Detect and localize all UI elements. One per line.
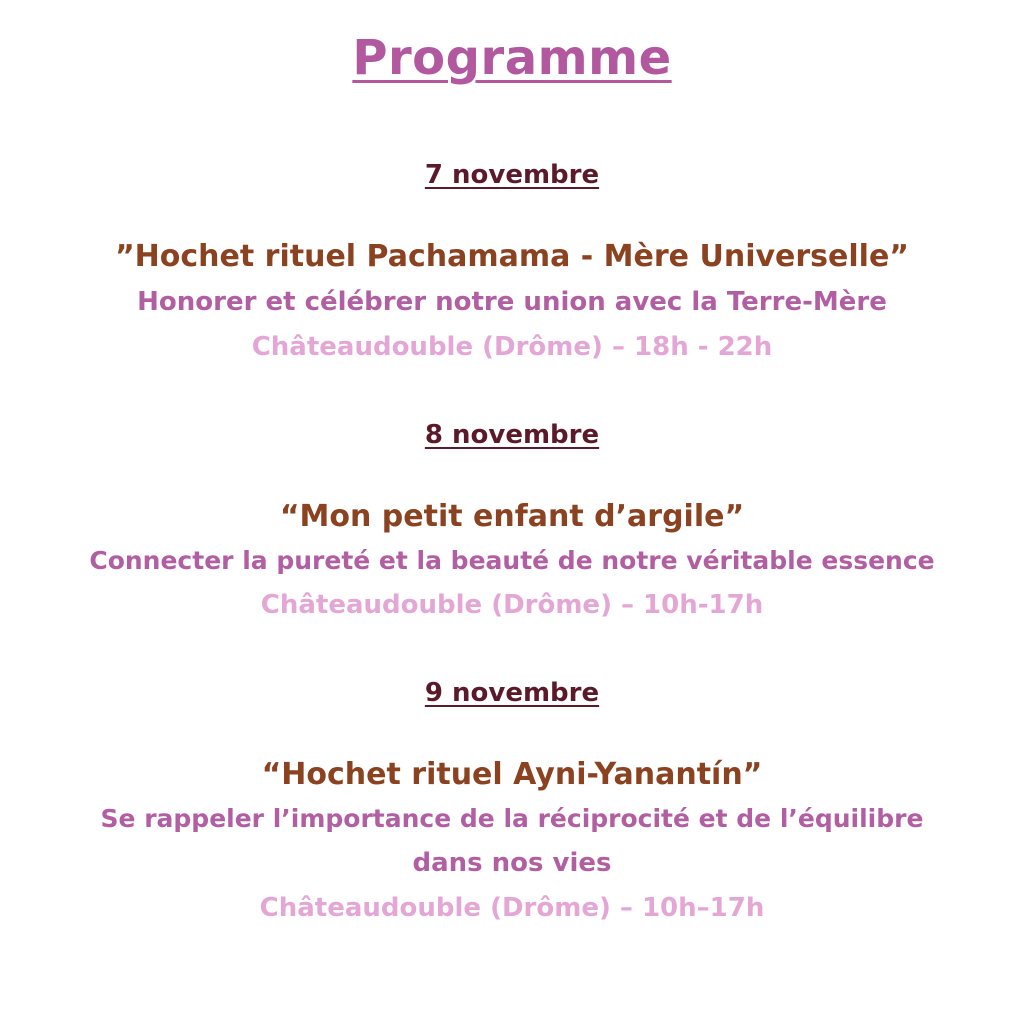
event-subtitle-line-1: Se rappeler l’importance de la réciprocité et de l’équilibre	[100, 804, 924, 833]
event-date: 8 novembre	[424, 420, 600, 450]
event-subtitle-line-2: dans nos vies	[412, 848, 612, 878]
event-place-time: Châteaudouble (Drôme) – 18h - 22h	[251, 332, 773, 362]
page-title: Programme	[352, 30, 672, 86]
event-date: 9 novembre	[424, 678, 600, 708]
event-place-time: Châteaudouble (Drôme) – 10h-17h	[260, 590, 764, 620]
event-date: 7 novembre	[424, 160, 600, 190]
event-title: “Mon petit enfant d’argile”	[279, 499, 745, 534]
event-place-time: Châteaudouble (Drôme) – 10h–17h	[259, 893, 765, 923]
event-subtitle: Connecter la pureté et la beauté de notre véritable essence	[89, 546, 935, 575]
event-subtitle: Honorer et célébrer notre union avec la Terre-Mère	[137, 287, 887, 317]
event-title: ”Hochet rituel Pachamama - Mère Universelle”	[114, 239, 910, 274]
event-title: “Hochet rituel Ayni-Yanantín”	[261, 757, 763, 792]
